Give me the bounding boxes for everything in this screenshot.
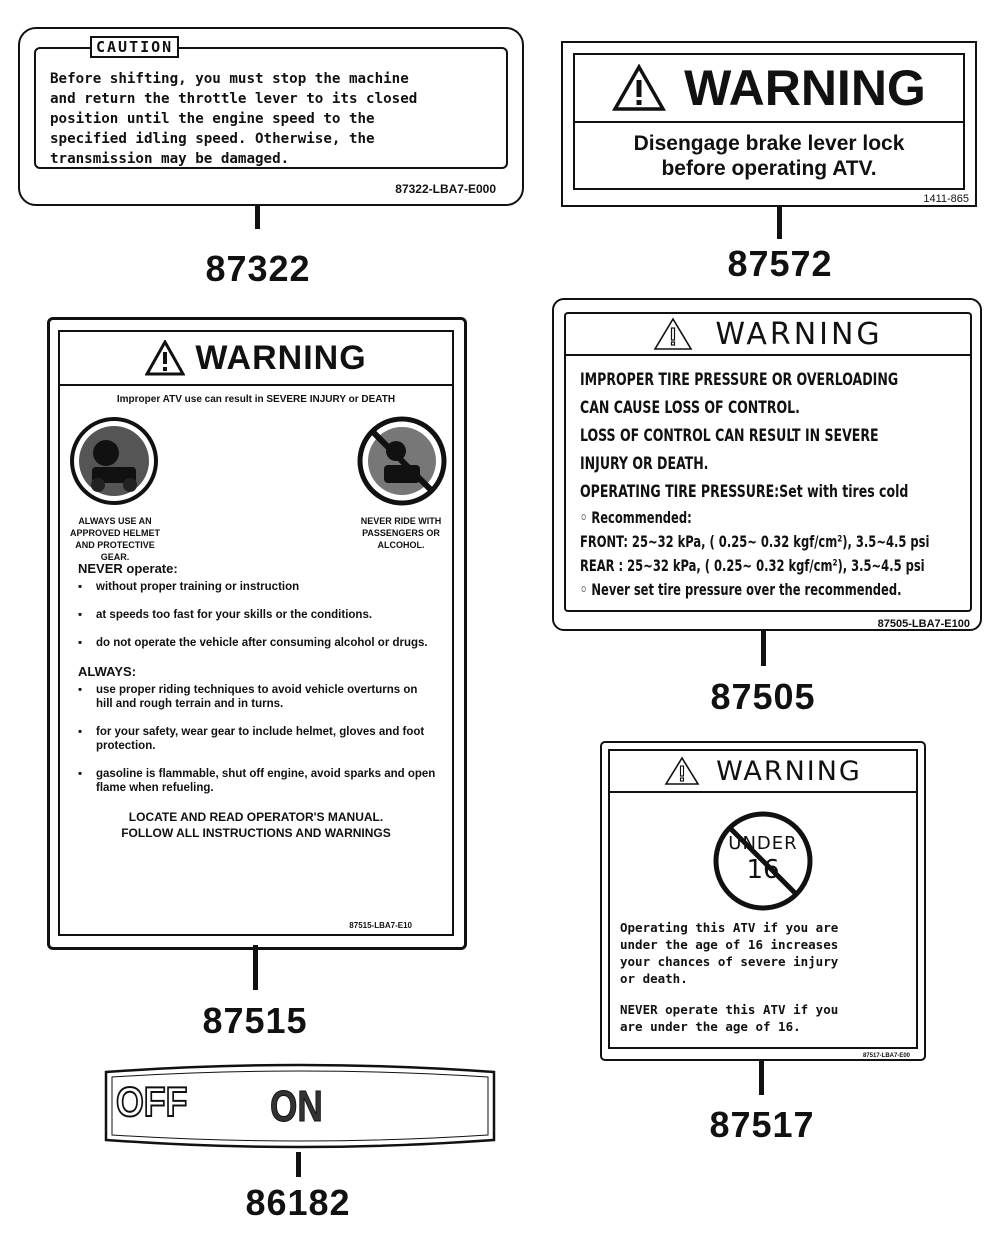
leader-line (777, 205, 782, 239)
warning-line: Operating this ATV if you are (620, 920, 839, 935)
warning-heading: WARNING (715, 316, 883, 352)
warning-line: ◦ Recommended: (580, 508, 692, 527)
warning-line: ◦ Never set tire pressure over the recommended. (580, 580, 902, 599)
part-number-87505: 87505 (710, 676, 816, 717)
caution-line: and return the throttle lever to its closed (50, 91, 418, 107)
manual-footer (60, 809, 452, 841)
warning-line: NEVER operate this ATV if you (620, 1002, 839, 1017)
label-code: 87322-LBA7-E000 (395, 182, 496, 196)
leader-line (253, 945, 258, 990)
warning-header (566, 314, 970, 356)
warning-line: OPERATING TIRE PRESSURE:Set with tires cold (580, 482, 909, 502)
age-badge-area (610, 793, 916, 919)
leader-line (759, 1059, 764, 1095)
no-passenger-icon (356, 415, 448, 507)
caution-panel (34, 38, 508, 169)
warning-line: or death. (620, 971, 688, 986)
label-code: 1411-865 (923, 193, 969, 205)
warning-triangle-icon (664, 756, 700, 786)
caution-line: transmission may be damaged. (50, 151, 290, 167)
always-item: ▪ for your safety, wear gear to include helmet, gloves and foot protection. (96, 725, 436, 753)
label-87505-warning (552, 298, 982, 631)
caution-line: specified idling speed. Otherwise, the (50, 131, 375, 147)
warning-header (610, 751, 916, 793)
never-list (60, 580, 452, 650)
warning-text (610, 919, 916, 1035)
warning-heading: WARNING (195, 338, 367, 377)
on-label: ON (270, 1082, 323, 1131)
warning-heading: WARNING (684, 60, 926, 116)
warning-panel (564, 312, 972, 612)
warning-text (575, 123, 963, 181)
warning-panel (608, 749, 918, 1049)
caution-heading: CAUTION (90, 36, 179, 58)
never-item: ▪ at speeds too fast for your skills or the conditions. (96, 608, 436, 622)
warning-triangle-icon (145, 340, 185, 376)
warning-text (566, 356, 970, 602)
always-item: ▪ gasoline is flammable, shut off engine, avoid sparks and open flame when refueling. (96, 767, 436, 795)
warning-heading: WARNING (716, 755, 862, 787)
never-heading: NEVER operate: (78, 561, 178, 576)
label-87322-caution (18, 27, 524, 206)
passenger-caption: NEVER RIDE WITH PASSENGERS OR ALCOHOL. (360, 516, 442, 550)
pictogram-row (60, 405, 452, 562)
helmet-caption: ALWAYS USE AN APPROVED HELMET AND PROTECTIVE GEAR. (69, 516, 160, 562)
warning-panel (58, 330, 454, 936)
never-item: ▪ do not operate the vehicle after consuming alcohol or drugs. (96, 636, 436, 650)
footer-line: FOLLOW ALL INSTRUCTIONS AND WARNINGS (121, 826, 391, 840)
label-87515-warning (47, 317, 467, 950)
caution-line: Before shifting, you must stop the machine (50, 71, 409, 87)
never-item: ▪ without proper training or instruction (96, 580, 436, 594)
part-number-87515: 87515 (202, 1000, 308, 1041)
off-label: OFF (116, 1078, 188, 1125)
warning-line: Disengage brake lever lock (633, 132, 905, 155)
warning-line: CAN CAUSE LOSS OF CONTROL. (580, 398, 800, 418)
label-87517-warning (600, 741, 926, 1061)
leader-line (255, 205, 260, 229)
helmet-rider-icon (68, 415, 160, 507)
warning-line: your chances of severe injury (620, 954, 839, 969)
warning-line: LOSS OF CONTROL CAN RESULT IN SEVERE (580, 426, 879, 446)
always-list (60, 683, 452, 795)
footer-line: LOCATE AND READ OPERATOR'S MANUAL. (128, 810, 384, 824)
leader-line (761, 630, 766, 666)
part-number-87572: 87572 (727, 243, 833, 284)
warning-line: REAR : 25~32 kPa, ( 0.25~ 0.32 kgf/cm²), 3.5~4.5 psi (580, 556, 925, 575)
warning-triangle-icon (612, 64, 666, 112)
leader-line (296, 1152, 301, 1177)
always-item: ▪ use proper riding techniques to avoid vehicle overturns on hill and rough terrain and in turns. (96, 683, 436, 711)
label-code: 87505-LBA7-E100 (877, 618, 970, 630)
part-number-86182: 86182 (245, 1182, 351, 1223)
caution-text (50, 69, 502, 169)
label-86182-switch (100, 1060, 500, 1152)
part-number-87517: 87517 (709, 1104, 815, 1145)
warning-line: INJURY OR DEATH. (580, 454, 709, 474)
warning-triangle-icon (653, 317, 693, 351)
caution-line: position until the engine speed to the (50, 111, 375, 127)
warning-header (575, 55, 963, 123)
age-number: 16 (746, 855, 780, 885)
warning-header (60, 332, 452, 386)
label-87572-warning (561, 41, 977, 207)
label-code: 87515-LBA7-E10 (349, 921, 412, 930)
label-code: 87517-LBA7-E00 (862, 1053, 910, 1059)
part-number-87322: 87322 (205, 248, 311, 289)
warning-line: are under the age of 16. (620, 1019, 801, 1034)
warning-line: before operating ATV. (661, 157, 877, 180)
always-heading: ALWAYS: (78, 664, 137, 679)
warning-line: FRONT: 25~32 kPa, ( 0.25~ 0.32 kgf/cm²), 3.5~4.5 psi (580, 532, 930, 551)
warning-line: IMPROPER TIRE PRESSURE OR OVERLOADING (580, 370, 899, 390)
warning-line: under the age of 16 increases (620, 937, 839, 952)
under-text: UNDER (728, 833, 798, 854)
warning-panel (573, 53, 965, 190)
warning-intro: Improper ATV use can result in SEVERE INJURY or DEATH (116, 394, 396, 405)
